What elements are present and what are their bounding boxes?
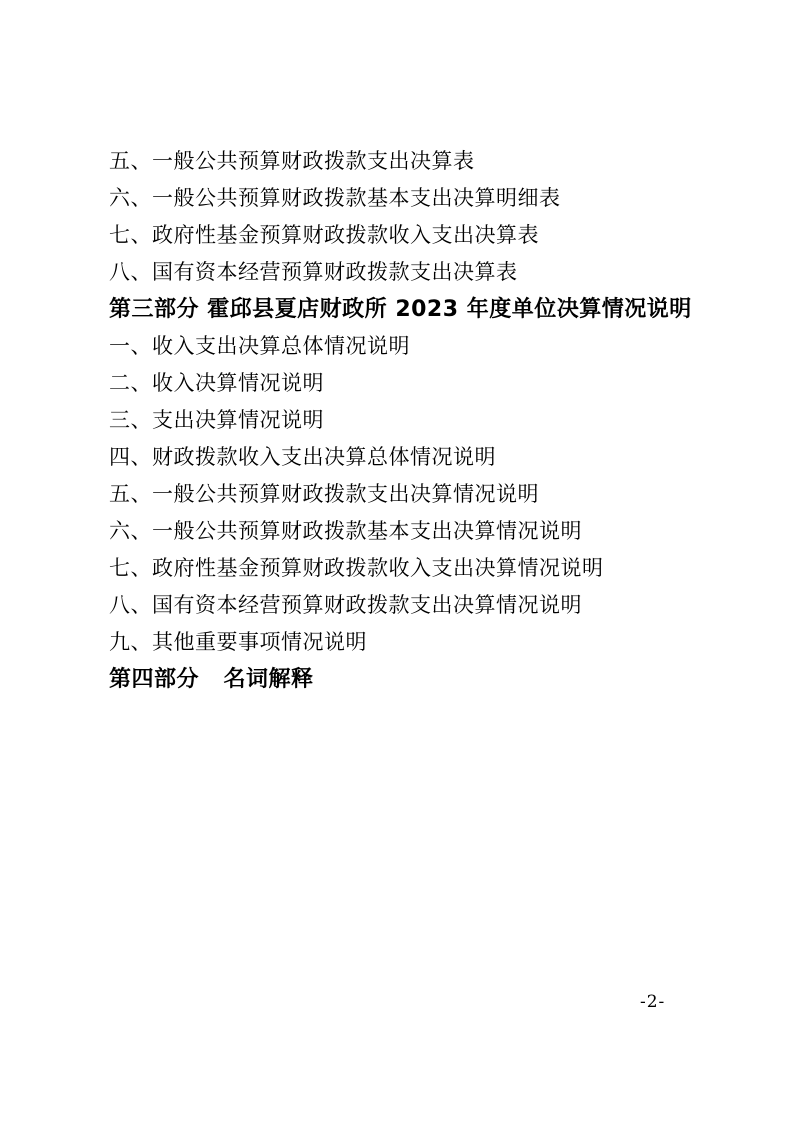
toc-item: 七、政府性基金预算财政拨款收入支出决算表 <box>109 223 539 247</box>
toc-item: 六、一般公共预算财政拨款基本支出决算情况说明 <box>109 519 582 543</box>
toc-item: 二、收入决算情况说明 <box>109 371 324 395</box>
part3-heading: 第三部分 霍邱县夏店财政所 2023 年度单位决算情况说明 <box>109 297 692 322</box>
page-number: -2- <box>640 992 666 1012</box>
toc-item: 五、一般公共预算财政拨款支出决算表 <box>109 149 475 173</box>
toc-item: 三、支出决算情况说明 <box>109 408 324 432</box>
toc-item: 一、收入支出决算总体情况说明 <box>109 334 410 358</box>
table-of-contents <box>109 143 699 698</box>
toc-item: 八、国有资本经营预算财政拨款支出决算情况说明 <box>109 593 582 617</box>
part4-heading: 第四部分 名词解释 <box>109 667 314 692</box>
toc-item: 四、财政拨款收入支出决算总体情况说明 <box>109 445 496 469</box>
toc-item: 七、政府性基金预算财政拨款收入支出决算情况说明 <box>109 556 604 580</box>
toc-item: 九、其他重要事项情况说明 <box>109 630 367 654</box>
toc-item: 五、一般公共预算财政拨款支出决算情况说明 <box>109 482 539 506</box>
toc-item: 八、国有资本经营预算财政拨款支出决算表 <box>109 260 518 284</box>
toc-item: 六、一般公共预算财政拨款基本支出决算明细表 <box>109 186 561 210</box>
